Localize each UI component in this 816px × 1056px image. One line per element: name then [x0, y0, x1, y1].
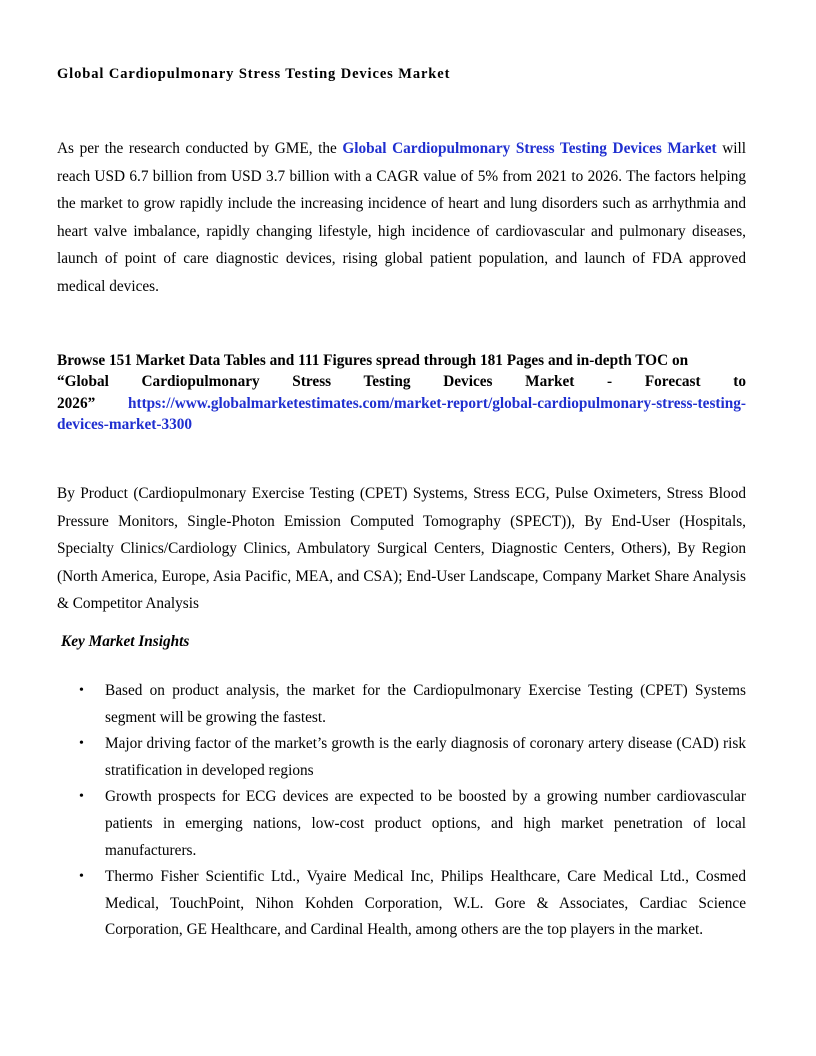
bullet-icon: • [79, 683, 84, 698]
list-item-text: Based on product analysis, the market for the Cardiopulmonary Exercise Testing (CPET) Systems segment will be growing the fastest. [105, 682, 746, 726]
bullet-icon: • [79, 789, 84, 805]
segments-paragraph: By Product (Cardiopulmonary Exercise Testing (CPET) Systems, Stress ECG, Pulse Oximeters, Stress Blood Pressure Monitors, Single-Photon Emission Computed Tomography (SPECT)), By End-User (Hospitals, Specialty Clinics/Cardiology Clinics, Ambulatory Surgical Centers, Diagnostic Centers, Others), By Region (North America, Europe, Asia Pacific, MEA, and CSA); End-User Landscape, Company Market Share Analysis & Competitor Analysis [57, 485, 746, 613]
bullet-icon: • [79, 736, 84, 752]
intro-text-before: As per the research conducted by GME, the [57, 140, 343, 157]
list-item-text: Thermo Fisher Scientific Ltd., Vyaire Medical Inc, Philips Healthcare, Care Medical Ltd., Cosmed Medical, TouchPoint, Nihon Kohden Corporation, W.L. Gore & Associates, Cardiac Science Corporation, GE Healthcare, and Cardinal Health, among others are the top players in the market. [105, 868, 746, 939]
bullet-icon: • [79, 869, 84, 885]
intro-paragraph [57, 135, 746, 301]
browse-line-3 [57, 393, 746, 436]
browse-line-1: Browse 151 Market Data Tables and 111 Figures spread through 181 Pages and in-depth TOC on [57, 352, 689, 369]
key-insights-heading: Key Market Insights [61, 633, 190, 650]
browse-year: 2026” [57, 394, 96, 412]
key-insights-list [57, 678, 746, 944]
report-url-link[interactable]: https://www.globalmarketestimates.com/market-report/global-cardiopulmonary-stress-testing-devices-market-3300 [57, 394, 746, 433]
list-item [57, 864, 746, 944]
list-item [57, 784, 746, 864]
list-item-text: Major driving factor of the market’s growth is the early diagnosis of coronary artery disease (CAD) risk stratification in developed regions [105, 735, 746, 779]
list-item [57, 678, 746, 731]
list-item-text: Growth prospects for ECG devices are expected to be boosted by a growing number cardiovascular patients in emerging nations, low-cost product options, and high market penetration of local manufacturers. [105, 788, 746, 859]
document-title: Global Cardiopulmonary Stress Testing Devices Market [57, 66, 451, 82]
browse-line-2: “Global Cardiopulmonary Stress Testing Devices Market - Forecast to [57, 373, 746, 391]
list-item [57, 731, 746, 784]
market-name-highlight: Global Cardiopulmonary Stress Testing Devices Market [342, 140, 717, 157]
browse-paragraph [57, 350, 746, 435]
intro-text-after: will reach USD 6.7 billion from USD 3.7 billion with a CAGR value of 5% from 2021 to 2026. The factors helping the market to grow rapidly include the increasing incidence of heart and lung disorders such as arrhythmia and heart valve imbalance, rapidly changing lifestyle, high incidence of cardiovascular and pulmonary diseases, launch of point of care diagnostic devices, rising global patient population, and launch of FDA approved medical devices. [57, 140, 746, 295]
